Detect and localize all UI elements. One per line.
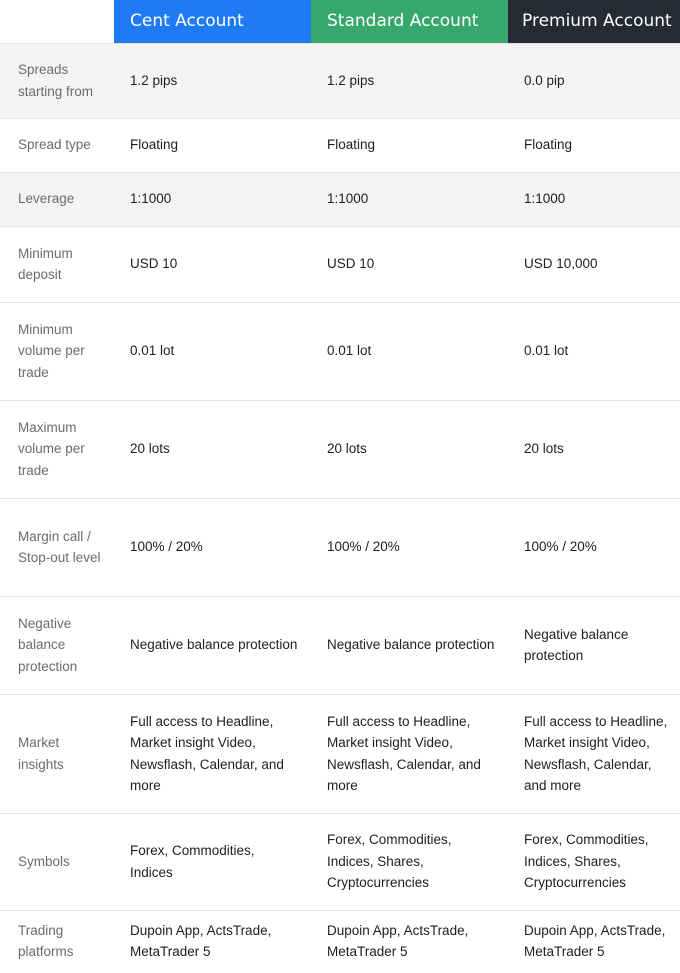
row-label: Symbols bbox=[0, 813, 114, 910]
table-row bbox=[0, 400, 680, 498]
header-premium-account: Premium Account bbox=[508, 0, 680, 43]
row-label: Trading platforms bbox=[0, 910, 114, 972]
standard-value: USD 10 bbox=[311, 226, 508, 302]
cent-value: Negative balance protection bbox=[114, 596, 311, 694]
premium-value: Negative balance protection bbox=[508, 596, 680, 694]
standard-value: 0.01 lot bbox=[311, 302, 508, 400]
cent-value: 1.2 pips bbox=[114, 43, 311, 118]
row-label: Minimum deposit bbox=[0, 226, 114, 302]
table-row bbox=[0, 694, 680, 813]
premium-value: 1:1000 bbox=[508, 172, 680, 226]
premium-value: 100% / 20% bbox=[508, 498, 680, 596]
row-label: Spreads starting from bbox=[0, 43, 114, 118]
header-cent-account: Cent Account bbox=[114, 0, 311, 43]
premium-value: Full access to Headline, Market insight Video, Newsflash, Calendar, and more bbox=[508, 694, 680, 813]
cent-value: 20 lots bbox=[114, 400, 311, 498]
standard-value: Forex, Commodities, Indices, Shares, Cryptocurrencies bbox=[311, 813, 508, 910]
table-row bbox=[0, 596, 680, 694]
row-label: Minimum volume per trade bbox=[0, 302, 114, 400]
premium-value: Forex, Commodities, Indices, Shares, Cryptocurrencies bbox=[508, 813, 680, 910]
cent-value: Forex, Commodities, Indices bbox=[114, 813, 311, 910]
row-label: Margin call / Stop-out level bbox=[0, 498, 114, 596]
standard-value: Full access to Headline, Market insight Video, Newsflash, Calendar, and more bbox=[311, 694, 508, 813]
table-row bbox=[0, 118, 680, 172]
table-row bbox=[0, 172, 680, 226]
standard-value: 100% / 20% bbox=[311, 498, 508, 596]
standard-value: Floating bbox=[311, 118, 508, 172]
premium-value: Floating bbox=[508, 118, 680, 172]
cent-value: USD 10 bbox=[114, 226, 311, 302]
table-row bbox=[0, 302, 680, 400]
row-label: Market insights bbox=[0, 694, 114, 813]
standard-value: 1.2 pips bbox=[311, 43, 508, 118]
standard-value: Dupoin App, ActsTrade, MetaTrader 5 bbox=[311, 910, 508, 972]
table-row bbox=[0, 910, 680, 972]
row-label: Maximum volume per trade bbox=[0, 400, 114, 498]
cent-value: 0.01 lot bbox=[114, 302, 311, 400]
premium-value: Dupoin App, ActsTrade, MetaTrader 5 bbox=[508, 910, 680, 972]
table-row bbox=[0, 43, 680, 118]
premium-value: 20 lots bbox=[508, 400, 680, 498]
row-label: Leverage bbox=[0, 172, 114, 226]
cent-value: 100% / 20% bbox=[114, 498, 311, 596]
cent-value: 1:1000 bbox=[114, 172, 311, 226]
table-row bbox=[0, 813, 680, 910]
premium-value: USD 10,000 bbox=[508, 226, 680, 302]
header-row bbox=[0, 0, 680, 43]
cent-value: Floating bbox=[114, 118, 311, 172]
cent-value: Dupoin App, ActsTrade, MetaTrader 5 bbox=[114, 910, 311, 972]
table-row bbox=[0, 498, 680, 596]
premium-value: 0.01 lot bbox=[508, 302, 680, 400]
standard-value: 1:1000 bbox=[311, 172, 508, 226]
header-standard-account: Standard Account bbox=[311, 0, 508, 43]
table-row bbox=[0, 226, 680, 302]
standard-value: 20 lots bbox=[311, 400, 508, 498]
standard-value: Negative balance protection bbox=[311, 596, 508, 694]
header-blank-cell bbox=[0, 0, 114, 43]
premium-value: 0.0 pip bbox=[508, 43, 680, 118]
row-label: Negative balance protection bbox=[0, 596, 114, 694]
row-label: Spread type bbox=[0, 118, 114, 172]
cent-value: Full access to Headline, Market insight Video, Newsflash, Calendar, and more bbox=[114, 694, 311, 813]
